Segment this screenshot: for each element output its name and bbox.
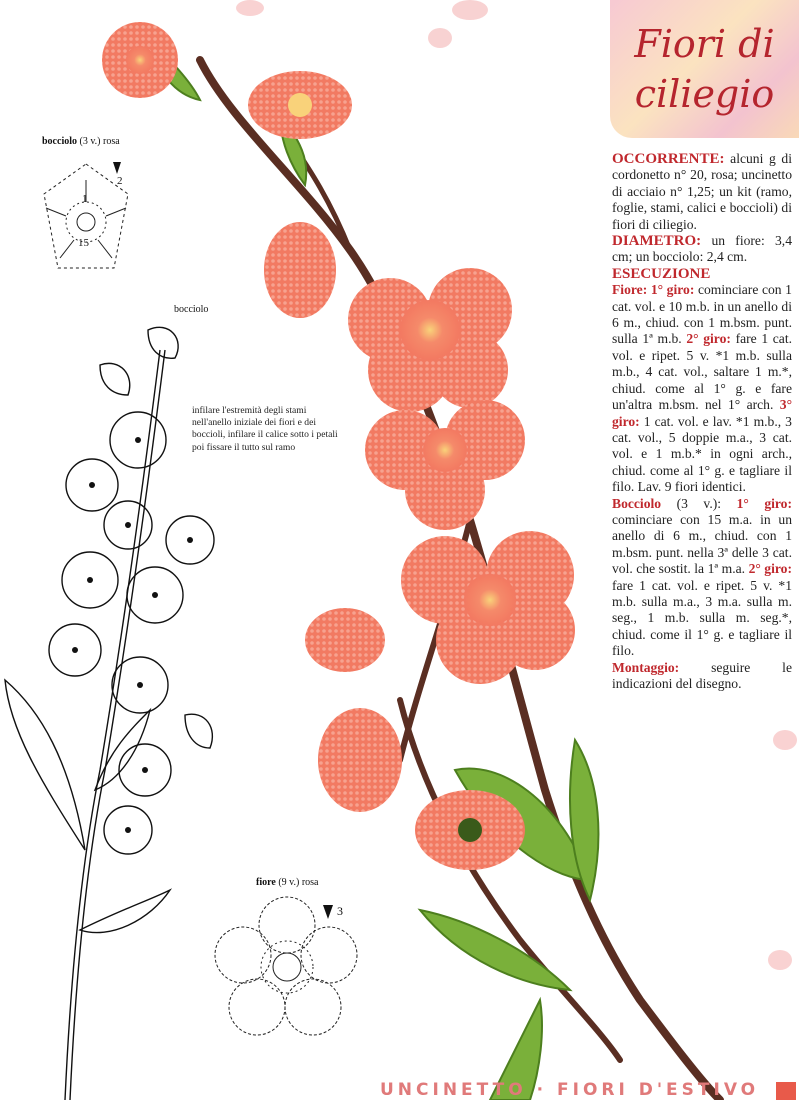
esecuzione-heading — [612, 266, 792, 282]
fiore-stitch-chart — [205, 895, 365, 1045]
fiore-paragraph — [612, 282, 792, 495]
montaggio-paragraph — [612, 660, 792, 693]
bocciolo-round-start: 1 — [82, 193, 88, 205]
branch-line-drawing — [0, 310, 240, 1100]
title-line-2: ciliegio — [634, 72, 775, 116]
diametro-text: un fiore: 3,4 cm; un bocciolo: 2,4 cm. — [612, 233, 792, 265]
page-footer — [380, 1080, 799, 1100]
montaggio-label: Montaggio: — [612, 659, 680, 675]
branch-bocciolo-label: bocciolo — [174, 304, 209, 315]
bocciolo-giro1-label: 1° giro: — [736, 495, 793, 511]
occorrente-text: alcuni g di cordonetto n° 20, rosa; uncinetto di acciaio n° 1,25; un kit (ramo, foglie, stami, calici e boccioli) di fiori di ciliegio. — [612, 151, 792, 232]
title-card — [610, 0, 799, 138]
diametro-paragraph — [612, 233, 792, 266]
esecuzione-label: ESECUZIONE — [612, 265, 711, 282]
bocciolo-label: Bocciolo — [612, 495, 662, 511]
occorrente-label: OCCORRENTE: — [612, 151, 725, 167]
bocciolo-stitch-chart — [20, 150, 155, 285]
bocciolo-giro2-label: 2° giro: — [748, 561, 792, 577]
fiore-giro3-label: 3° giro: — [612, 397, 792, 429]
bocciolo-qty: (3 v.): — [676, 495, 722, 511]
fiore-text-1: cominciare con 1 cat. vol. e 10 m.b. in un anello di 6 m., chiud. con 1 m.bsm. punt. sulla 1ª m.b. — [612, 282, 792, 347]
fiore-giro2-label: 2° giro: — [686, 331, 731, 347]
bocciolo-chart-caption — [42, 136, 120, 148]
start-arrow-icon — [113, 162, 121, 174]
bocciolo-text-2: fare 1 cat. vol. e ripet. 5 v. *1 m.b. sulla m.a., 3 m.a. sulla m. seg., 1 m.b. sulla m. seg.*, chiud. come il 1° g. e tagliare il filo. — [612, 577, 792, 659]
diametro-label: DIAMETRO: — [612, 233, 702, 250]
bocciolo-chart-detail: (3 v.) rosa — [79, 136, 120, 147]
instructions-column — [612, 151, 792, 692]
fiore-text-3: 1 cat. vol. e lav. *1 m.b., 3 cat. vol., 5 doppie m.a., 3 cat. vol. e 1 m.b.* in ogni arch., chiud. come al 1° g. e tagliare il filo. Lav. 9 fiori identici. — [612, 413, 792, 495]
fiore-round-end: 3 — [337, 904, 343, 918]
bocciolo-round-end: 2 — [117, 175, 123, 187]
bocciolo-chart-name: bocciolo — [42, 136, 77, 147]
occorrente-paragraph — [612, 151, 792, 233]
footer-text: UNCINETTO · FIORI D'ESTIVO — [380, 1080, 760, 1100]
fiore-chart-detail: (9 v.) rosa — [278, 877, 319, 888]
bocciolo-paragraph — [612, 496, 792, 660]
fiore-chart-caption — [256, 877, 318, 889]
montaggio-text: seguire le indicazioni del disegno. — [612, 659, 792, 691]
bocciolo-count: 15 — [78, 237, 89, 249]
assembly-note: infilare l'estremità degli stami nell'anello iniziale dei fiori e dei boccioli, infilare il calice sotto i petali poi fissare il tutto sul ramo — [192, 405, 338, 453]
bocciolo-text-1: cominciare con 15 m.a. in un anello di 6 m., chiud. con 1 m.bsm. punt. nella 3ª delle 3 cat. vol. che sostit. la 1ª m.a. — [612, 511, 792, 577]
start-arrow-icon — [323, 905, 333, 919]
fiore-label: Fiore: 1° giro: — [612, 282, 695, 298]
page-corner-marker — [776, 1082, 796, 1100]
fiore-text-2: fare 1 cat. vol. e ripet. 5 v. *1 m.b. sulla m.b., 4 cat. vol., saltare 1 m.*, chiud. come al 1° g. e fare un'altra m.bsm. nel 1° arch. — [612, 331, 793, 413]
fiore-chart-name: fiore — [256, 877, 276, 888]
title-line-1: Fiori di — [634, 22, 775, 66]
